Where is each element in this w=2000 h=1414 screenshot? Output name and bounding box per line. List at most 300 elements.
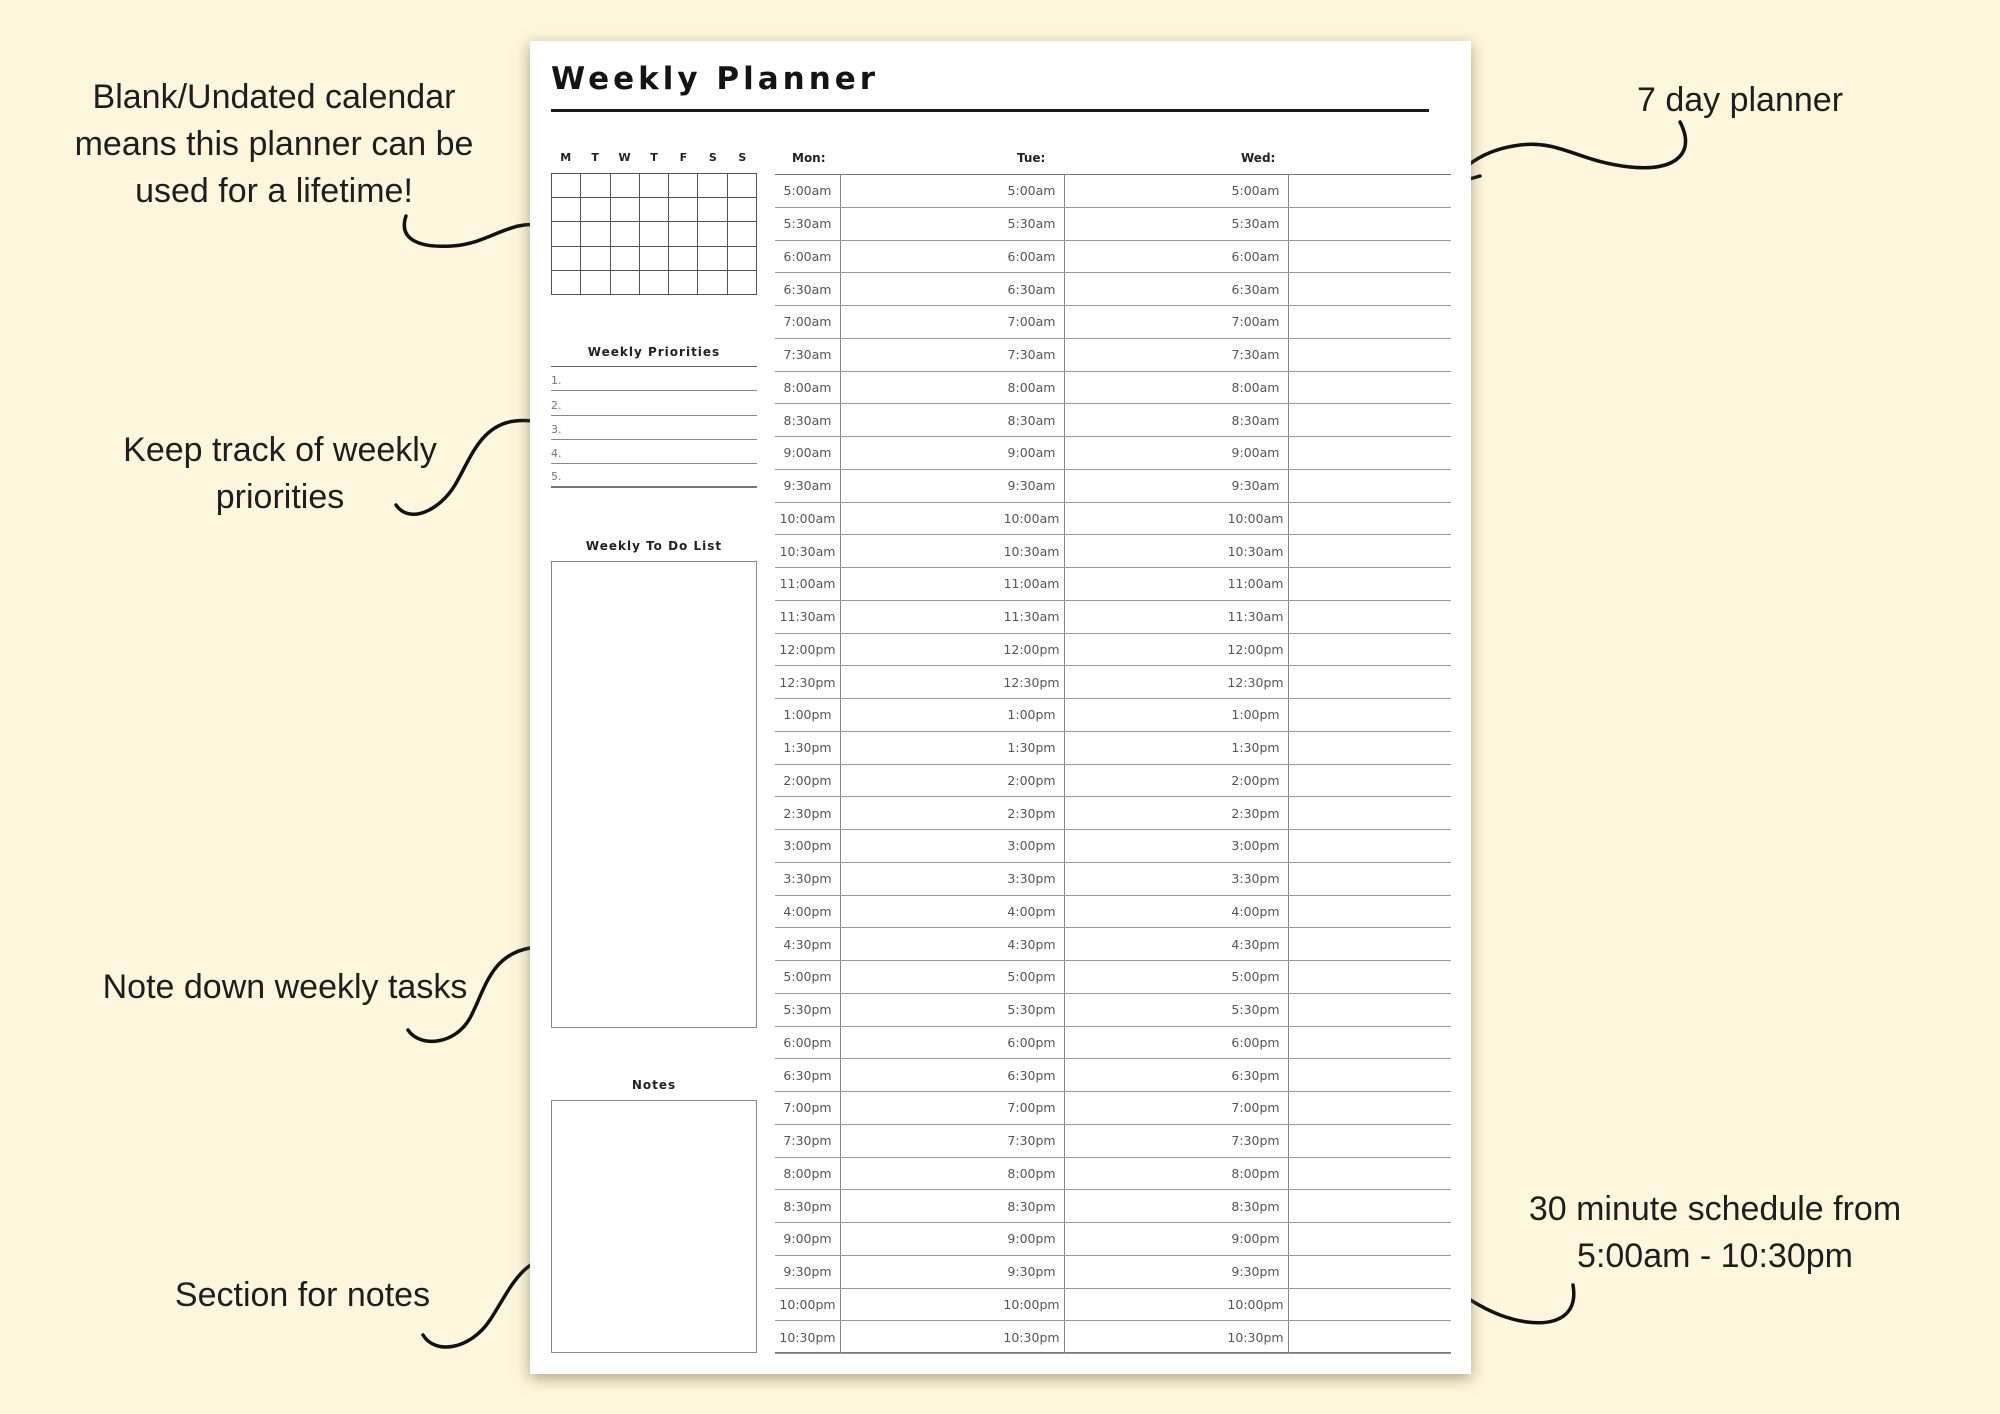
time-slot-entry[interactable] bbox=[1289, 273, 1451, 305]
time-label: 5:00pm bbox=[999, 961, 1065, 993]
time-slot-entry[interactable] bbox=[1065, 568, 1223, 600]
time-slot-entry[interactable] bbox=[841, 1289, 999, 1321]
time-slot-entry[interactable] bbox=[1065, 732, 1223, 764]
time-slot-row bbox=[775, 404, 999, 437]
time-slot-entry[interactable] bbox=[1289, 797, 1451, 829]
time-slot-entry[interactable] bbox=[841, 797, 999, 829]
time-slot-row bbox=[775, 535, 999, 568]
calendar-cell[interactable] bbox=[611, 271, 640, 295]
time-slot-entry[interactable] bbox=[1065, 503, 1223, 535]
calendar-cell[interactable] bbox=[640, 247, 669, 271]
time-slot-entry[interactable] bbox=[841, 535, 999, 567]
time-label: 8:00pm bbox=[775, 1158, 841, 1190]
time-slot-entry[interactable] bbox=[1065, 1190, 1223, 1222]
time-slot-row bbox=[1223, 437, 1451, 470]
time-slot-entry[interactable] bbox=[841, 404, 999, 436]
time-label: 8:00am bbox=[775, 372, 841, 404]
time-slot-row bbox=[999, 470, 1223, 503]
time-slot-row bbox=[1223, 830, 1451, 863]
time-label: 10:30pm bbox=[999, 1321, 1065, 1353]
time-slot-row bbox=[999, 797, 1223, 830]
calendar-cell[interactable] bbox=[611, 198, 640, 222]
time-label: 5:30am bbox=[999, 208, 1065, 240]
time-slot-row bbox=[1223, 1256, 1451, 1289]
calendar-cell[interactable] bbox=[669, 174, 698, 198]
time-slot-row bbox=[1223, 1158, 1451, 1191]
time-slot-entry[interactable] bbox=[1065, 1059, 1223, 1091]
weekly-priorities-label: Weekly Priorities bbox=[587, 345, 721, 359]
time-label: 6:30am bbox=[999, 273, 1065, 305]
time-slot-row bbox=[999, 535, 1223, 568]
time-slot-entry[interactable] bbox=[841, 863, 999, 895]
time-slot-entry[interactable] bbox=[1289, 601, 1451, 633]
time-slot-row bbox=[1223, 634, 1451, 667]
time-slot-entry[interactable] bbox=[1065, 765, 1223, 797]
time-slot-entry[interactable] bbox=[1065, 994, 1223, 1026]
time-slot-row bbox=[1223, 306, 1451, 339]
time-slot-entry[interactable] bbox=[1289, 1190, 1451, 1222]
time-slot-entry[interactable] bbox=[841, 470, 999, 502]
calendar-cell[interactable] bbox=[611, 247, 640, 271]
priority-number: 3. bbox=[551, 422, 562, 436]
time-slot-entry[interactable] bbox=[1065, 961, 1223, 993]
time-slot-entry[interactable] bbox=[1289, 994, 1451, 1026]
time-slot-entry[interactable] bbox=[1065, 339, 1223, 371]
calendar-weekday-header bbox=[551, 151, 757, 167]
time-label: 2:00pm bbox=[775, 765, 841, 797]
time-label: 10:00am bbox=[1223, 503, 1289, 535]
time-slot-row bbox=[1223, 732, 1451, 765]
time-slot-row bbox=[775, 1289, 999, 1322]
time-slot-entry[interactable] bbox=[1289, 1321, 1451, 1353]
time-slot-row bbox=[999, 1190, 1223, 1223]
time-label: 6:00am bbox=[999, 241, 1065, 273]
time-slot-entry[interactable] bbox=[841, 896, 999, 928]
priority-number: 2. bbox=[551, 398, 562, 412]
time-slot-row bbox=[775, 830, 999, 863]
time-label: 6:30pm bbox=[999, 1059, 1065, 1091]
callout-line: means this planner can be bbox=[74, 125, 474, 163]
time-slot-entry[interactable] bbox=[841, 1190, 999, 1222]
time-slot-row bbox=[999, 699, 1223, 732]
time-slot-entry[interactable] bbox=[1289, 1158, 1451, 1190]
callout-30-minute-schedule bbox=[1505, 1186, 1925, 1280]
title-divider bbox=[551, 109, 1429, 112]
time-slot-row bbox=[999, 273, 1223, 306]
time-slot-entry[interactable] bbox=[1065, 863, 1223, 895]
time-slot-entry[interactable] bbox=[1289, 470, 1451, 502]
notes-label: Notes bbox=[631, 1078, 677, 1092]
time-slot-entry[interactable] bbox=[1289, 1092, 1451, 1124]
calendar-weekday: T bbox=[650, 151, 658, 164]
time-slot-entry[interactable] bbox=[1065, 241, 1223, 273]
time-label: 5:00pm bbox=[1223, 961, 1289, 993]
day-column-wed bbox=[1223, 175, 1451, 1354]
time-label: 9:00pm bbox=[1223, 1223, 1289, 1255]
calendar-cell[interactable] bbox=[698, 222, 727, 246]
time-label: 8:30am bbox=[999, 404, 1065, 436]
time-slot-row bbox=[1223, 1190, 1451, 1223]
time-slot-row bbox=[775, 1092, 999, 1125]
time-slot-entry[interactable] bbox=[841, 273, 999, 305]
time-label: 10:00am bbox=[775, 503, 841, 535]
calendar-cell[interactable] bbox=[698, 247, 727, 271]
time-slot-entry[interactable] bbox=[1065, 896, 1223, 928]
calendar-cell[interactable] bbox=[698, 271, 727, 295]
time-label: 4:00pm bbox=[1223, 896, 1289, 928]
time-slot-entry[interactable] bbox=[841, 437, 999, 469]
time-slot-entry[interactable] bbox=[841, 1092, 999, 1124]
time-slot-entry[interactable] bbox=[1065, 1256, 1223, 1288]
calendar-weekday: W bbox=[618, 151, 631, 164]
time-label: 6:00pm bbox=[775, 1027, 841, 1059]
time-slot-row bbox=[775, 797, 999, 830]
time-slot-entry[interactable] bbox=[1065, 175, 1223, 207]
calendar-cell[interactable] bbox=[552, 198, 581, 222]
time-slot-entry[interactable] bbox=[841, 339, 999, 371]
time-label: 9:00am bbox=[775, 437, 841, 469]
time-label: 12:00pm bbox=[999, 634, 1065, 666]
time-label: 3:00pm bbox=[999, 830, 1065, 862]
time-slot-entry[interactable] bbox=[841, 1223, 999, 1255]
time-slot-row bbox=[1223, 601, 1451, 634]
time-slot-row bbox=[999, 306, 1223, 339]
time-slot-entry[interactable] bbox=[841, 503, 999, 535]
time-slot-row bbox=[999, 666, 1223, 699]
time-slot-entry[interactable] bbox=[1289, 961, 1451, 993]
time-label: 7:00pm bbox=[1223, 1092, 1289, 1124]
time-slot-entry[interactable] bbox=[841, 961, 999, 993]
time-slot-row bbox=[775, 470, 999, 503]
time-slot-entry[interactable] bbox=[1289, 208, 1451, 240]
time-slot-entry[interactable] bbox=[1289, 765, 1451, 797]
time-label: 4:00pm bbox=[775, 896, 841, 928]
time-label: 8:30pm bbox=[999, 1190, 1065, 1222]
time-slot-entry[interactable] bbox=[1289, 1125, 1451, 1157]
time-slot-row bbox=[999, 241, 1223, 274]
calendar-cell[interactable] bbox=[669, 271, 698, 295]
time-slot-row bbox=[1223, 175, 1451, 208]
time-slot-entry[interactable] bbox=[1065, 928, 1223, 960]
time-label: 7:30pm bbox=[775, 1125, 841, 1157]
time-slot-row bbox=[999, 437, 1223, 470]
time-slot-row bbox=[775, 634, 999, 667]
priority-row[interactable] bbox=[551, 367, 757, 391]
callout-line: Section for notes bbox=[174, 1276, 431, 1314]
time-slot-entry[interactable] bbox=[1289, 830, 1451, 862]
time-label: 10:30am bbox=[775, 535, 841, 567]
time-slot-entry[interactable] bbox=[1289, 896, 1451, 928]
time-slot-row bbox=[1223, 1321, 1451, 1354]
calendar-cell[interactable] bbox=[669, 198, 698, 222]
callout-seven-day-planner bbox=[1600, 77, 1880, 124]
time-slot-entry[interactable] bbox=[1065, 470, 1223, 502]
callout-line: 7 day planner bbox=[1636, 81, 1844, 119]
priority-row[interactable] bbox=[551, 464, 757, 488]
calendar-cell[interactable] bbox=[611, 222, 640, 246]
time-slot-row bbox=[1223, 568, 1451, 601]
time-label: 5:00am bbox=[999, 175, 1065, 207]
time-slot-entry[interactable] bbox=[1065, 1125, 1223, 1157]
time-slot-row bbox=[775, 1125, 999, 1158]
time-label: 11:00am bbox=[999, 568, 1065, 600]
time-slot-entry[interactable] bbox=[841, 634, 999, 666]
time-slot-entry[interactable] bbox=[1065, 1321, 1223, 1353]
calendar-cell[interactable] bbox=[581, 222, 610, 246]
priority-number: 1. bbox=[551, 374, 562, 388]
day-label-wed: Wed: bbox=[1241, 151, 1276, 165]
time-slot-row bbox=[1223, 1223, 1451, 1256]
time-slot-entry[interactable] bbox=[841, 732, 999, 764]
time-slot-entry[interactable] bbox=[841, 1027, 999, 1059]
time-slot-row bbox=[775, 1223, 999, 1256]
time-slot-row bbox=[999, 1321, 1223, 1354]
time-slot-entry[interactable] bbox=[1065, 437, 1223, 469]
mini-calendar-grid bbox=[551, 173, 757, 295]
time-slot-entry[interactable] bbox=[1065, 372, 1223, 404]
time-label: 3:30pm bbox=[999, 863, 1065, 895]
time-slot-entry[interactable] bbox=[1289, 699, 1451, 731]
time-slot-row bbox=[775, 699, 999, 732]
time-slot-entry[interactable] bbox=[1065, 535, 1223, 567]
time-label: 9:00pm bbox=[775, 1223, 841, 1255]
time-slot-entry[interactable] bbox=[1065, 1223, 1223, 1255]
time-slot-row bbox=[1223, 797, 1451, 830]
calendar-cell[interactable] bbox=[552, 271, 581, 295]
time-slot-row bbox=[1223, 961, 1451, 994]
calendar-cell[interactable] bbox=[552, 247, 581, 271]
time-slot-entry[interactable] bbox=[1289, 666, 1451, 698]
time-slot-entry[interactable] bbox=[1289, 241, 1451, 273]
time-slot-entry[interactable] bbox=[1065, 666, 1223, 698]
time-slot-row bbox=[999, 568, 1223, 601]
calendar-cell[interactable] bbox=[640, 222, 669, 246]
time-slot-entry[interactable] bbox=[1289, 175, 1451, 207]
priority-row[interactable] bbox=[551, 440, 757, 464]
time-slot-entry[interactable] bbox=[1289, 339, 1451, 371]
time-slot-entry[interactable] bbox=[841, 568, 999, 600]
time-label: 4:30pm bbox=[999, 928, 1065, 960]
time-slot-row bbox=[999, 404, 1223, 437]
time-slot-entry[interactable] bbox=[1065, 306, 1223, 338]
time-label: 10:00pm bbox=[999, 1289, 1065, 1321]
day-column-mon bbox=[775, 175, 999, 1354]
calendar-cell[interactable] bbox=[728, 247, 757, 271]
time-slot-row bbox=[1223, 699, 1451, 732]
time-label: 9:30pm bbox=[999, 1256, 1065, 1288]
calendar-weekday: M bbox=[560, 151, 572, 164]
calendar-cell[interactable] bbox=[728, 222, 757, 246]
time-slot-entry[interactable] bbox=[1065, 601, 1223, 633]
calendar-cell[interactable] bbox=[728, 174, 757, 198]
time-label: 9:00am bbox=[1223, 437, 1289, 469]
time-slot-row bbox=[1223, 896, 1451, 929]
calendar-cell[interactable] bbox=[669, 247, 698, 271]
time-slot-entry[interactable] bbox=[1289, 306, 1451, 338]
time-slot-row bbox=[775, 241, 999, 274]
callout-weekly-tasks bbox=[90, 964, 480, 1011]
time-slot-entry[interactable] bbox=[1065, 404, 1223, 436]
time-label: 5:00am bbox=[775, 175, 841, 207]
time-slot-row bbox=[775, 175, 999, 208]
time-label: 4:00pm bbox=[999, 896, 1065, 928]
time-slot-row bbox=[775, 601, 999, 634]
calendar-cell[interactable] bbox=[698, 174, 727, 198]
time-label: 4:30pm bbox=[1223, 928, 1289, 960]
weekly-todo-box[interactable] bbox=[551, 561, 757, 1028]
time-label: 11:00am bbox=[775, 568, 841, 600]
calendar-cell[interactable] bbox=[552, 222, 581, 246]
time-slot-row bbox=[775, 1256, 999, 1289]
time-slot-entry[interactable] bbox=[1289, 1223, 1451, 1255]
time-label: 5:30pm bbox=[999, 994, 1065, 1026]
time-label: 1:30pm bbox=[1223, 732, 1289, 764]
time-slot-entry[interactable] bbox=[1289, 1256, 1451, 1288]
time-slot-entry[interactable] bbox=[1289, 863, 1451, 895]
time-slot-entry[interactable] bbox=[841, 306, 999, 338]
calendar-cell[interactable] bbox=[669, 222, 698, 246]
time-slot-row bbox=[1223, 1092, 1451, 1125]
time-slot-entry[interactable] bbox=[841, 994, 999, 1026]
time-slot-entry[interactable] bbox=[1289, 1289, 1451, 1321]
time-slot-entry[interactable] bbox=[1289, 437, 1451, 469]
time-label: 1:00pm bbox=[999, 699, 1065, 731]
time-slot-entry[interactable] bbox=[1065, 1092, 1223, 1124]
time-label: 5:30am bbox=[1223, 208, 1289, 240]
calendar-cell[interactable] bbox=[581, 247, 610, 271]
time-label: 11:30am bbox=[999, 601, 1065, 633]
callout-line: used for a lifetime! bbox=[135, 172, 413, 210]
time-label: 8:00pm bbox=[999, 1158, 1065, 1190]
time-slot-entry[interactable] bbox=[1289, 568, 1451, 600]
time-slot-row bbox=[999, 1059, 1223, 1092]
time-slot-entry[interactable] bbox=[1065, 797, 1223, 829]
time-slot-row bbox=[775, 896, 999, 929]
time-label: 3:00pm bbox=[1223, 830, 1289, 862]
callout-line: priorities bbox=[215, 478, 345, 516]
calendar-cell[interactable] bbox=[728, 198, 757, 222]
time-slot-entry[interactable] bbox=[1065, 634, 1223, 666]
time-slot-entry[interactable] bbox=[1065, 699, 1223, 731]
time-slot-entry[interactable] bbox=[841, 175, 999, 207]
time-slot-entry[interactable] bbox=[1289, 634, 1451, 666]
time-slot-entry[interactable] bbox=[841, 241, 999, 273]
time-slot-row bbox=[775, 1158, 999, 1191]
time-slot-entry[interactable] bbox=[841, 1158, 999, 1190]
time-slot-row bbox=[999, 732, 1223, 765]
time-slot-entry[interactable] bbox=[1065, 1027, 1223, 1059]
time-slot-entry[interactable] bbox=[1289, 1059, 1451, 1091]
time-slot-entry[interactable] bbox=[1065, 1289, 1223, 1321]
time-slot-entry[interactable] bbox=[841, 1125, 999, 1157]
calendar-cell[interactable] bbox=[640, 198, 669, 222]
time-slot-entry[interactable] bbox=[841, 928, 999, 960]
time-slot-entry[interactable] bbox=[1289, 928, 1451, 960]
time-slot-entry[interactable] bbox=[841, 830, 999, 862]
time-slot-entry[interactable] bbox=[1289, 404, 1451, 436]
calendar-cell[interactable] bbox=[640, 174, 669, 198]
time-slot-row bbox=[999, 634, 1223, 667]
time-slot-row bbox=[999, 503, 1223, 536]
callout-undated-calendar bbox=[54, 74, 494, 215]
calendar-cell[interactable] bbox=[611, 174, 640, 198]
time-slot-row bbox=[1223, 1059, 1451, 1092]
time-label: 5:30pm bbox=[775, 994, 841, 1026]
time-slot-row bbox=[999, 175, 1223, 208]
day-label-mon: Mon: bbox=[792, 151, 826, 165]
time-slot-row bbox=[999, 339, 1223, 372]
time-slot-entry[interactable] bbox=[841, 208, 999, 240]
callout-line: Keep track of weekly bbox=[123, 431, 437, 469]
time-label: 6:30pm bbox=[1223, 1059, 1289, 1091]
time-label: 6:00am bbox=[775, 241, 841, 273]
time-label: 12:00pm bbox=[775, 634, 841, 666]
time-slot-row bbox=[1223, 470, 1451, 503]
time-slot-entry[interactable] bbox=[841, 372, 999, 404]
time-slot-entry[interactable] bbox=[1289, 1027, 1451, 1059]
calendar-cell[interactable] bbox=[581, 174, 610, 198]
priority-row[interactable] bbox=[551, 391, 757, 415]
time-slot-entry[interactable] bbox=[1065, 208, 1223, 240]
time-label: 12:30pm bbox=[1223, 666, 1289, 698]
time-slot-entry[interactable] bbox=[1065, 830, 1223, 862]
time-slot-entry[interactable] bbox=[1289, 732, 1451, 764]
time-slot-row bbox=[775, 306, 999, 339]
time-label: 5:30am bbox=[775, 208, 841, 240]
notes-box[interactable] bbox=[551, 1100, 757, 1353]
time-slot-row bbox=[999, 1092, 1223, 1125]
calendar-cell[interactable] bbox=[640, 271, 669, 295]
time-slot-entry[interactable] bbox=[1289, 535, 1451, 567]
calendar-cell[interactable] bbox=[581, 271, 610, 295]
calendar-cell[interactable] bbox=[581, 198, 610, 222]
time-slot-entry[interactable] bbox=[841, 666, 999, 698]
time-slot-row bbox=[999, 830, 1223, 863]
calendar-cell[interactable] bbox=[728, 271, 757, 295]
time-label: 10:30am bbox=[999, 535, 1065, 567]
time-slot-entry[interactable] bbox=[841, 699, 999, 731]
calendar-cell[interactable] bbox=[698, 198, 727, 222]
time-slot-entry[interactable] bbox=[1289, 372, 1451, 404]
time-slot-entry[interactable] bbox=[841, 765, 999, 797]
time-slot-row bbox=[1223, 1125, 1451, 1158]
time-slot-entry[interactable] bbox=[841, 1256, 999, 1288]
day-column-tue bbox=[999, 175, 1223, 1354]
time-label: 5:00pm bbox=[775, 961, 841, 993]
time-slot-entry[interactable] bbox=[841, 1321, 999, 1353]
time-label: 9:30am bbox=[1223, 470, 1289, 502]
time-slot-entry[interactable] bbox=[841, 1059, 999, 1091]
time-slot-entry[interactable] bbox=[1065, 273, 1223, 305]
time-label: 1:30pm bbox=[775, 732, 841, 764]
time-slot-row bbox=[775, 1321, 999, 1354]
time-label: 9:00pm bbox=[999, 1223, 1065, 1255]
time-slot-row bbox=[1223, 273, 1451, 306]
time-label: 7:30pm bbox=[999, 1125, 1065, 1157]
callout-line: 30 minute schedule from bbox=[1528, 1190, 1902, 1228]
time-slot-entry[interactable] bbox=[1065, 1158, 1223, 1190]
time-slot-entry[interactable] bbox=[841, 601, 999, 633]
time-slot-entry[interactable] bbox=[1289, 503, 1451, 535]
calendar-cell[interactable] bbox=[552, 174, 581, 198]
weekly-todo-label: Weekly To Do List bbox=[585, 539, 723, 553]
time-slot-row bbox=[775, 1059, 999, 1092]
time-label: 3:00pm bbox=[775, 830, 841, 862]
time-slot-row bbox=[999, 994, 1223, 1027]
priority-row[interactable] bbox=[551, 416, 757, 440]
time-slot-row bbox=[1223, 404, 1451, 437]
planner-sheet bbox=[530, 41, 1471, 1374]
